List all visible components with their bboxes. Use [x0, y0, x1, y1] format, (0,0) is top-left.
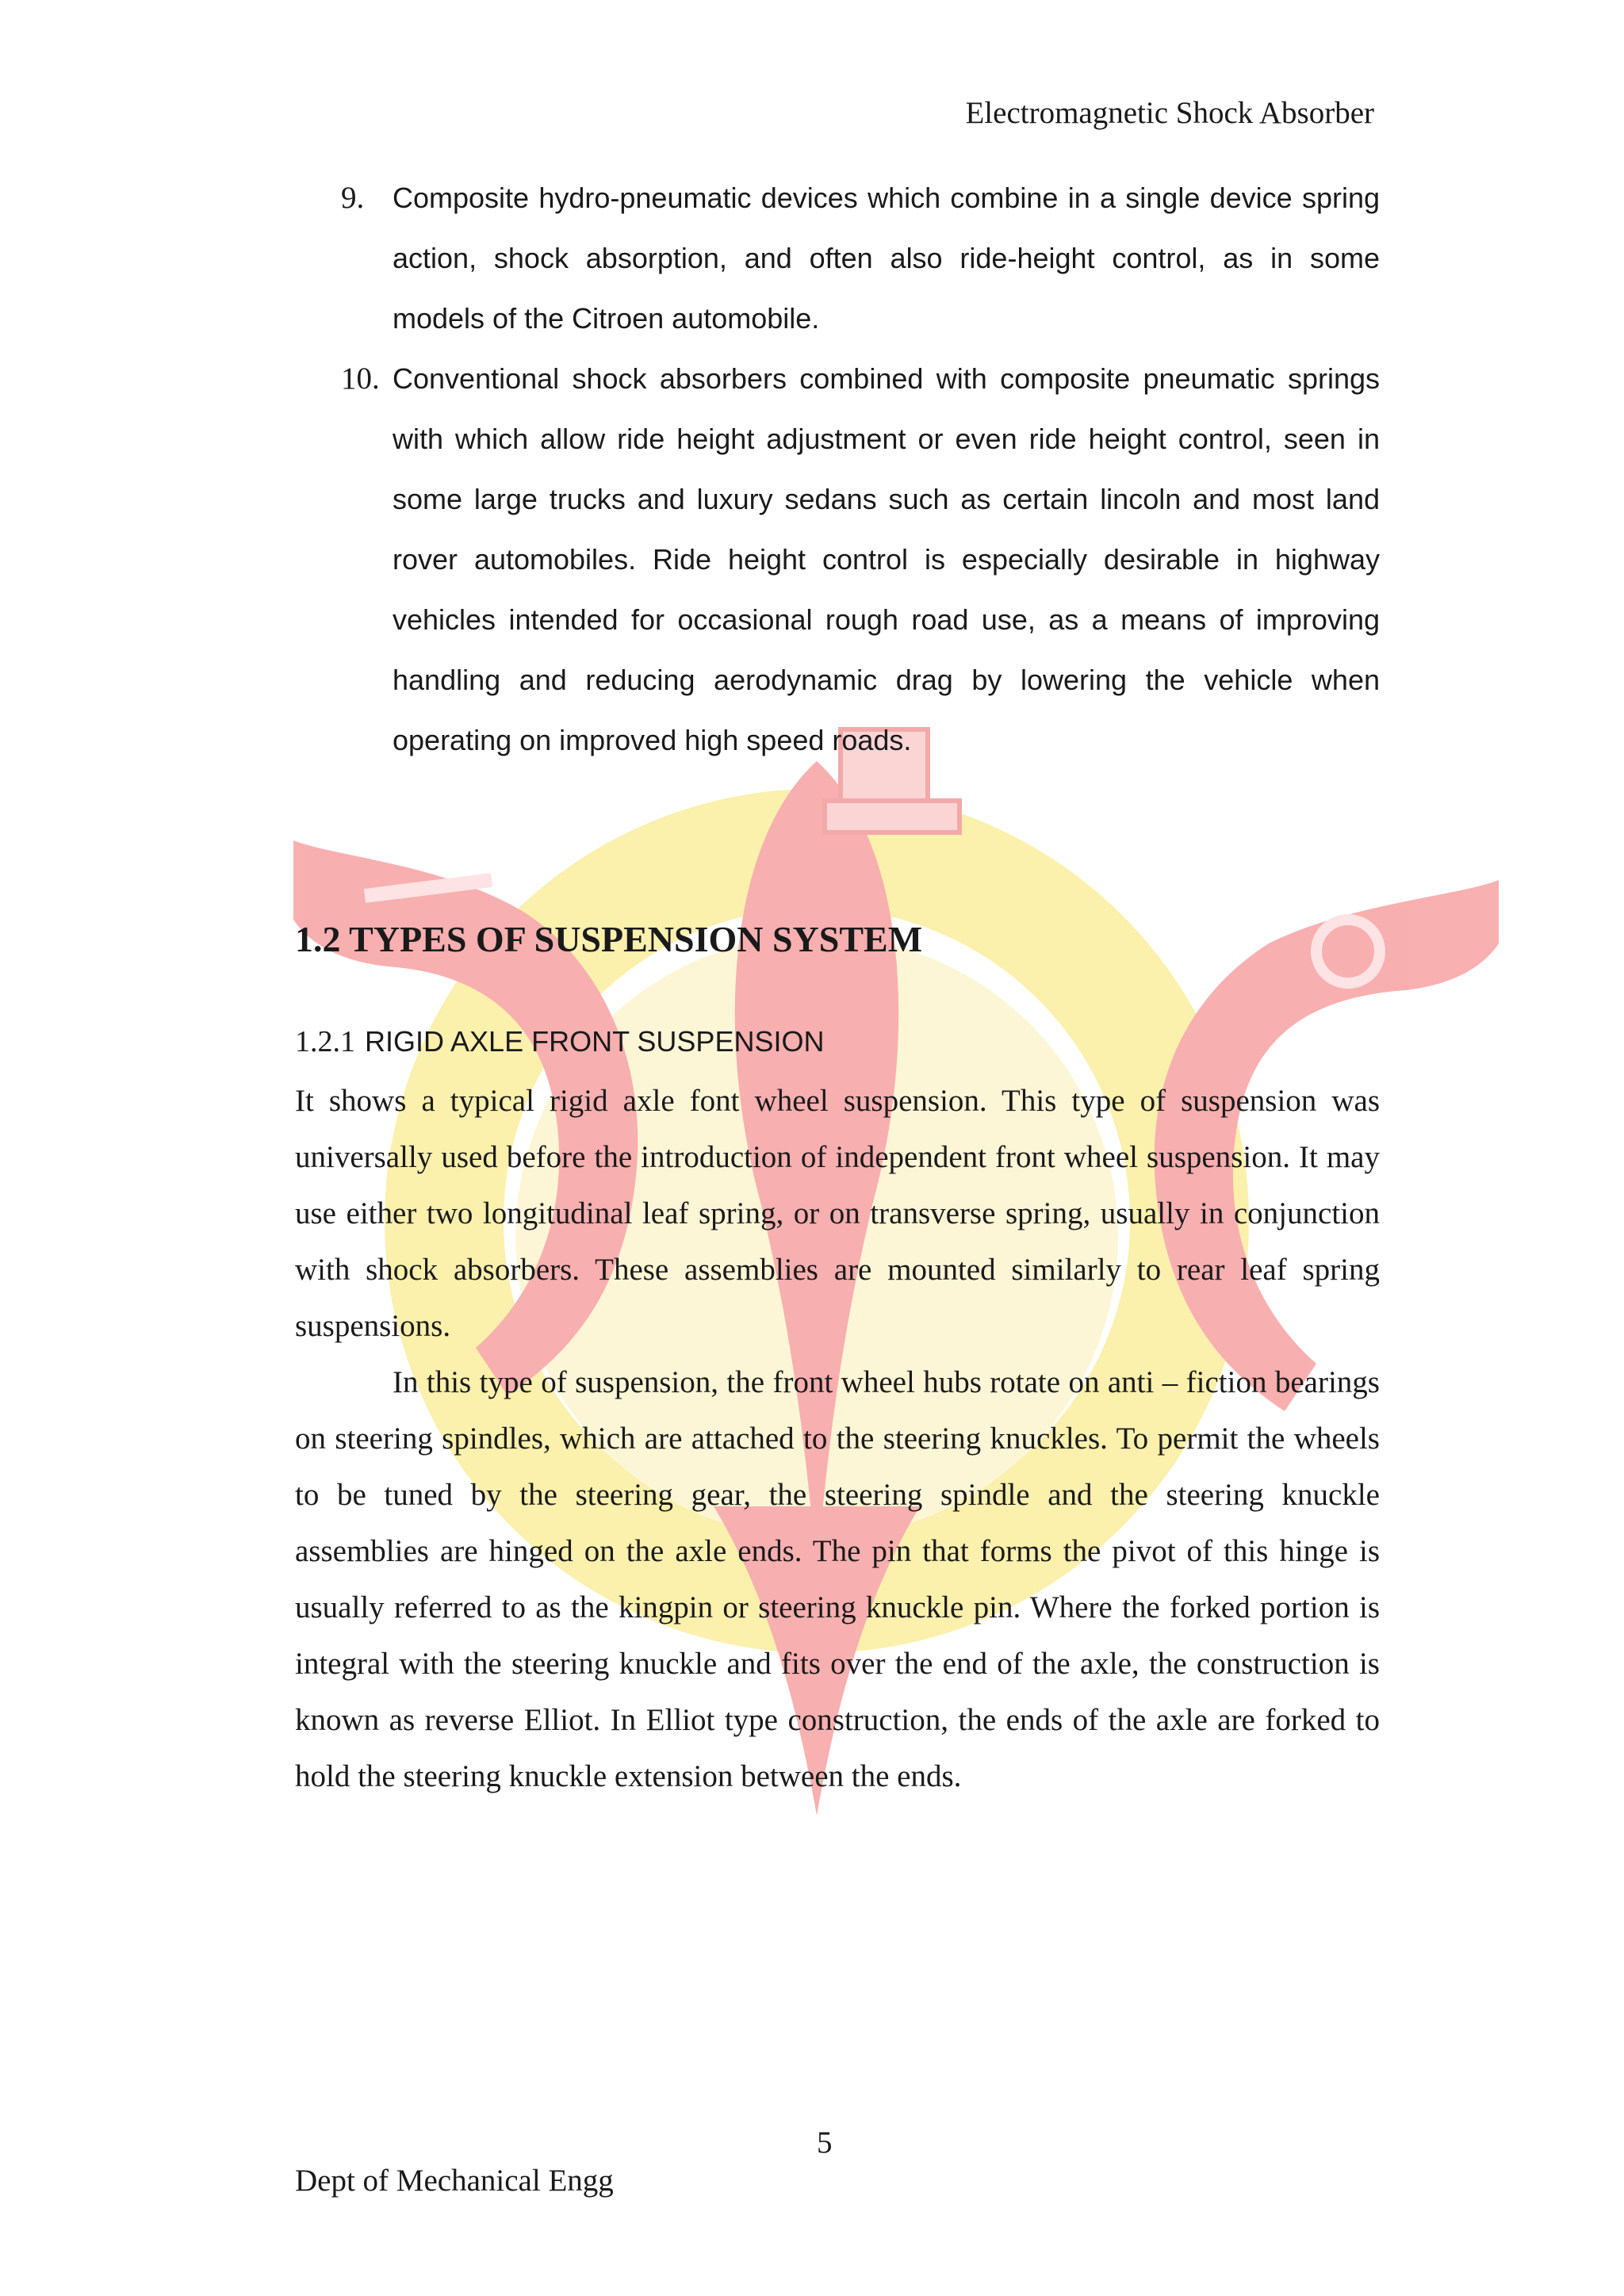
- subsection-number: 1.2.1: [295, 1025, 355, 1058]
- list-item: [341, 349, 1380, 771]
- body-paragraph: It shows a typical rigid axle font wheel suspension. This type of suspension was universally used before the introduction of independent front wheel suspension. It may use either two longitudinal leaf spring, or on transverse spring, usually in conjunction with shock absorbers. These assemblies are mounted similarly to rear leaf spring suspensions.: [295, 1084, 1380, 1343]
- list-item-text: Composite hydro-pneumatic devices which combine in a single device spring action, shock absorption, and often also ride-height control, as in some models of the Citroen automobile.: [393, 182, 1380, 335]
- emblem-computer-base: [825, 801, 959, 832]
- section-heading: 1.2 TYPES OF SUSPENSION SYSTEM: [295, 919, 923, 959]
- body-paragraph: In this type of suspension, the front wheel hubs rotate on anti – fiction bearings on steering spindles, which are attached to the steering knuckles. To permit the wheels to be tuned by the steering gear, the steering spindle and the steering knuckle assemblies are hinged on the axle ends. The pin that forms the pivot of this hinge is usually referred to as the kingpin or steering knuckle pin. Where the forked portion is integral with the steering knuckle and fits over the end of the axle, the construction is known as reverse Elliot. In Elliot type construction, the ends of the axle are forked to hold the steering knuckle extension between the ends.: [295, 1365, 1380, 1793]
- section-body: [295, 1073, 1380, 1804]
- list-item-text: Conventional shock absorbers combined with composite pneumatic springs with which allow ride height adjustment or even ride height control, seen in some large trucks and luxury sedans such as certain lincoln and most land rover automobiles. Ride height control is especially desirable in highway vehicles intended for occasional rough road use, as a means of improving handling and reducing aerodynamic drag by lowering the vehicle when operating on improved high speed roads.: [393, 362, 1380, 756]
- page-header-title: Electromagnetic Shock Absorber: [965, 96, 1374, 130]
- subsection-title: RIGID AXLE FRONT SUSPENSION: [365, 1025, 825, 1058]
- subsection-heading: [295, 1024, 824, 1059]
- numbered-list: [341, 168, 1380, 771]
- page-footer-department: Dept of Mechanical Engg: [295, 2164, 614, 2198]
- list-item: [341, 168, 1380, 349]
- list-item-number: 9.: [341, 181, 365, 215]
- page-number: 5: [817, 2126, 833, 2160]
- list-item-number: 10.: [341, 362, 380, 396]
